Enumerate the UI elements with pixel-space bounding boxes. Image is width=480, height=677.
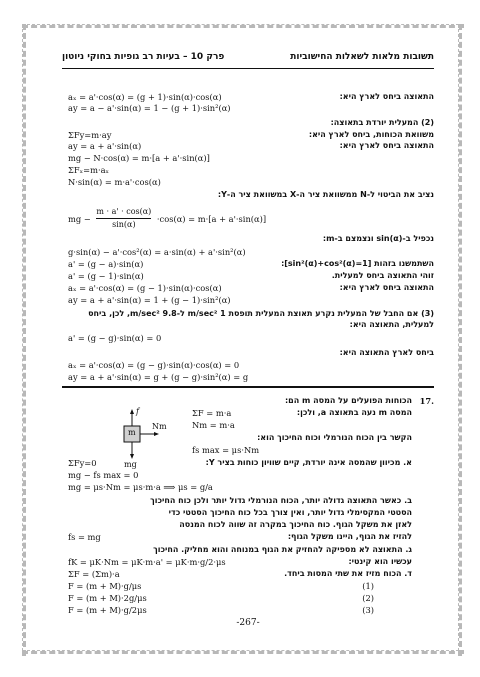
page-number: -267-	[236, 618, 260, 628]
weight-label: mg	[124, 460, 137, 469]
equation-number: (2)	[362, 593, 374, 603]
math-line: Nm = m·a	[192, 420, 235, 430]
text-line: ג. התאוצה לא מספיקה להחזיק את הגוף במנוחה והוא מחליק. החיכוך	[153, 545, 412, 554]
text-line: ב. כאשר התאוצה גדולה יותר, הכוח הנורמלי גדול יותר ולכן כוח החיכוך	[150, 496, 412, 505]
math-line: aₓ = a'·cos(α) = (g + 1)·sin(α)·cos(α)	[68, 92, 222, 102]
fraction-bar	[96, 218, 151, 219]
header-rule	[62, 68, 434, 69]
math-line: ay = a + a'·sin(α)	[68, 141, 142, 151]
text-line: (3) אם החבל של המעלית נקרע תאוצת המעלית תופסת m/sec² 1 ל-9.8 m/sec², לכן, ביחס למעלית, התאוצה היא:	[88, 309, 434, 329]
fraction	[96, 207, 151, 230]
text-line: להזיז את הגוף, היינו משקל הגוף:	[287, 532, 412, 541]
block-label: m	[128, 428, 136, 437]
text-line: לאזן את משקל הגוף. כוח החיכוך במקרה זה שווה לכוח המנסה	[179, 520, 412, 529]
math-line: fK = μK·Nm = μK·m·a' = μK·m·g/2·μs	[68, 557, 226, 567]
fraction-equation: mg − $\frac{m \cdot a' \cdot \cos(\alpha)}{\sin(\alpha)}$ ·cos(α) = m·[a + a'·sin(α)]	[68, 207, 267, 229]
math-line: aₓ = a'·cos(α) = (g − 1)·sin(α)·cos(α)	[68, 283, 222, 293]
text-line: עכשיו הוא קינטי:	[348, 557, 412, 566]
text-line: הכוחות הפועלים על המסה m הם:	[284, 396, 412, 405]
math-line: a' = (g − g)·sin(α) = 0	[68, 333, 162, 343]
text-line: נכפיל ב-sin(α) ונצמצם ב-m:	[322, 234, 434, 243]
force-diagram	[102, 408, 182, 468]
normal-label: Nm	[152, 422, 167, 431]
math-line: mg = μs·Nm = μs·m·a ⟹ μs = g/a	[68, 482, 213, 492]
header-chapter-title: פרק 10 – בעיות רב גופיות בחוקי ניוטון	[62, 52, 225, 62]
text-line: הסטטי המקסימלי גדול יותר, ואין צורך בכל כוח החיכוך הסטטי כדי	[168, 508, 412, 517]
page	[62, 46, 434, 626]
text-line: התאוצה ביחס לארץ היא:	[339, 92, 434, 101]
problem-number: .17	[419, 396, 434, 406]
text-line: נציב את הביטוי ל-N ממשוואת ציר ה-X במשוואת ציר ה-Y:	[217, 190, 434, 199]
math-line: F = (m + M)·2g/μs	[68, 593, 147, 603]
equation-number: (3)	[362, 605, 374, 615]
math-line: aₓ = a'·cos(α) = (g − g)·sin(α)·cos(α) = 0	[68, 360, 240, 370]
friction-arrowhead	[130, 409, 134, 414]
math-line: ΣFy=m·ay	[68, 130, 112, 140]
math-line: fs max = μs·Nm	[192, 445, 260, 455]
math-line: g·sin(α) − a'·cos²(α) = a·sin(α) + a'·sin²(α)	[68, 247, 246, 257]
math-line: ay = a − a'·sin(α) = 1 − (g + 1)·sin²(α)	[68, 103, 231, 113]
page-frame-bottom	[22, 650, 464, 654]
text-line: א. מכיוון שהמסה אינה יורדת, קיים שוויון כוחות בציר Y:	[205, 458, 412, 467]
page-frame-left	[22, 24, 26, 656]
page-frame-right	[458, 24, 462, 656]
math-line: ΣFₓ=m·aₓ	[68, 165, 110, 175]
page-frame-top	[22, 24, 464, 28]
text-line: (2) המעלית יורדת בתאוצה:	[330, 118, 434, 127]
math-line: ay = a + a'·sin(α) = 1 + (g − 1)·sin²(α)	[68, 295, 231, 305]
text-line: ביחס לארץ התאוצה היא:	[339, 348, 434, 357]
text-line: המסה m נעה בתאוצה a, ולכן:	[296, 408, 412, 417]
text-line: הקשר בין הכוח הנורמלי וכוח החיכוך הוא:	[257, 433, 412, 442]
friction-label: f	[136, 407, 139, 416]
fraction-numerator: m · a' · cos(α)	[96, 207, 152, 216]
math-line: ΣFy=0	[68, 458, 97, 468]
running-header	[62, 52, 434, 68]
text-line: משוואת הכוחות, ביחס לארץ היא:	[308, 130, 434, 139]
math-line: F = (m + M)·g/μs	[68, 581, 142, 591]
math-line: mg − fs max = 0	[68, 470, 139, 480]
math-line: F = (m + M)·g/2μs	[68, 605, 147, 615]
math-line: a' = (g − 1)·sin(α)	[68, 271, 144, 281]
math-line: mg − N·cos(α) = m·[a + a'·sin(α)]	[68, 153, 210, 163]
text-line: ד. הכוח מזיז את שתי המסות ביחד.	[284, 569, 412, 578]
header-book-title: תשובות מלאות לשאלות החישוביות	[290, 52, 434, 62]
normal-arrowhead	[154, 432, 159, 436]
section-separator	[62, 386, 434, 388]
text-line: התאוצה ביחס לארץ היא:	[339, 283, 434, 292]
force-diagram-svg	[102, 408, 182, 468]
weight-arrowhead	[130, 454, 134, 459]
equation-number: (1)	[362, 581, 374, 591]
math-line: ΣF = m·a	[192, 408, 232, 418]
math-line: fs = mg	[68, 532, 101, 542]
text-line: התאוצה ביחס לארץ היא:	[339, 141, 434, 150]
math-line: a' = (g − a)·sin(α)	[68, 259, 144, 269]
math-line: N·sin(α) = m·a'·cos(α)	[68, 177, 161, 187]
math-line: ΣF = (Σm)·a	[68, 569, 120, 579]
text-line: זוהי התאוצה ביחס למעלית.	[331, 271, 434, 280]
text-line: השתמשנו בזהות [sin²(α)+cos²(α)=1]:	[281, 259, 434, 268]
fraction-denominator: sin(α)	[112, 220, 136, 229]
math-line: ay = a + a'·sin(α) = g + (g − g)·sin²(α) = g	[68, 372, 249, 382]
